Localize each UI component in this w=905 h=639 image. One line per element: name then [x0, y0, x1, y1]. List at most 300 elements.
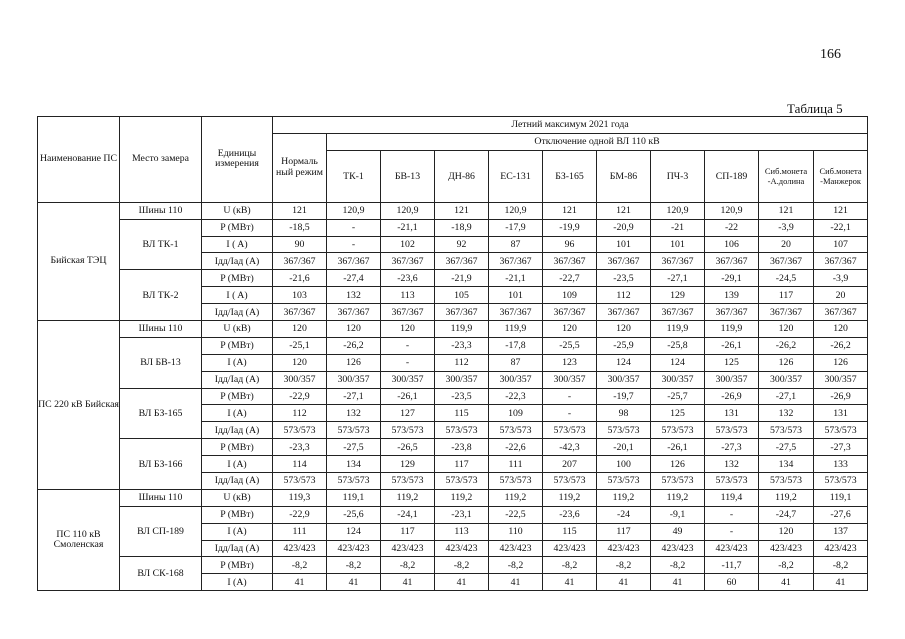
value-cell: 101	[651, 236, 705, 253]
value-cell: -29,1	[705, 270, 759, 287]
value-cell: -3,9	[814, 270, 868, 287]
value-cell: 119,2	[651, 489, 705, 506]
value-cell: -25,5	[543, 337, 597, 354]
value-cell: -	[381, 354, 435, 371]
value-cell: 119,4	[705, 489, 759, 506]
value-cell: -27,5	[759, 439, 814, 456]
value-cell: -	[705, 523, 759, 540]
value-cell: -	[543, 405, 597, 422]
value-cell: -26,9	[814, 388, 868, 405]
value-cell: 300/357	[814, 371, 868, 388]
value-cell: 41	[814, 574, 868, 591]
value-cell: 367/367	[489, 253, 543, 270]
header-outage: БВ-13	[381, 150, 435, 202]
value-cell: 41	[489, 574, 543, 591]
value-cell: -21,1	[381, 219, 435, 236]
value-cell: 367/367	[705, 304, 759, 321]
value-cell: 423/423	[381, 540, 435, 557]
value-cell: 132	[327, 405, 381, 422]
value-cell: -9,1	[651, 506, 705, 523]
value-cell: 115	[543, 523, 597, 540]
value-cell: 129	[381, 456, 435, 473]
unit-cell: U (кВ)	[202, 202, 273, 219]
unit-cell: Iдд/Iад (А)	[202, 422, 273, 439]
unit-cell: I (A)	[202, 523, 273, 540]
value-cell: 131	[705, 405, 759, 422]
unit-cell: Iдд/Iад (А)	[202, 473, 273, 490]
value-cell: 573/573	[759, 422, 814, 439]
value-cell: 367/367	[435, 304, 489, 321]
value-cell: 119,2	[597, 489, 651, 506]
value-cell: 101	[489, 287, 543, 304]
value-cell: -23,6	[543, 506, 597, 523]
value-cell: 98	[597, 405, 651, 422]
table-row	[38, 557, 868, 574]
value-cell: 119,9	[435, 321, 489, 338]
unit-cell: I ( A)	[202, 236, 273, 253]
value-cell: 120,9	[327, 202, 381, 219]
value-cell: -25,1	[273, 337, 327, 354]
value-cell: -26,2	[814, 337, 868, 354]
value-cell: -3,9	[759, 219, 814, 236]
value-cell: 573/573	[651, 422, 705, 439]
value-cell: -27,6	[814, 506, 868, 523]
value-cell: 300/357	[651, 371, 705, 388]
value-cell: 367/367	[814, 304, 868, 321]
value-cell: 300/357	[489, 371, 543, 388]
value-cell: 119,2	[759, 489, 814, 506]
value-cell: 41	[435, 574, 489, 591]
header-outage: ДН-86	[435, 150, 489, 202]
value-cell: 119,9	[705, 321, 759, 338]
value-cell: 573/573	[705, 422, 759, 439]
value-cell: 367/367	[327, 304, 381, 321]
header-substation: Наименование ПС	[38, 117, 120, 203]
header-location: Место замера	[120, 117, 202, 203]
location-cell: ВЛ БВ-13	[120, 337, 202, 388]
value-cell: 120	[273, 354, 327, 371]
value-cell: -27,1	[651, 270, 705, 287]
value-cell: 125	[705, 354, 759, 371]
value-cell: 109	[543, 287, 597, 304]
value-cell: 573/573	[381, 422, 435, 439]
value-cell: -22,7	[543, 270, 597, 287]
value-cell: 367/367	[597, 253, 651, 270]
value-cell: -22,9	[273, 388, 327, 405]
unit-cell: P (МВт)	[202, 219, 273, 236]
value-cell: 300/357	[597, 371, 651, 388]
value-cell: -	[327, 236, 381, 253]
value-cell: 126	[651, 456, 705, 473]
value-cell: 573/573	[543, 473, 597, 490]
value-cell: 100	[597, 456, 651, 473]
value-cell: -27,4	[327, 270, 381, 287]
value-cell: 300/357	[543, 371, 597, 388]
header-outage: СП-189	[705, 150, 759, 202]
value-cell: 90	[273, 236, 327, 253]
value-cell: -20,9	[597, 219, 651, 236]
value-cell: 103	[273, 287, 327, 304]
value-cell: 423/423	[759, 540, 814, 557]
value-cell: 573/573	[651, 473, 705, 490]
value-cell: 573/573	[489, 422, 543, 439]
location-cell: ВЛ ТК-1	[120, 219, 202, 270]
value-cell: -26,2	[327, 337, 381, 354]
value-cell: -8,2	[489, 557, 543, 574]
value-cell: 117	[759, 287, 814, 304]
value-cell: -22	[705, 219, 759, 236]
unit-cell: P (МВт)	[202, 506, 273, 523]
unit-cell: I (A)	[202, 405, 273, 422]
value-cell: 573/573	[543, 422, 597, 439]
header-period: Летний максимум 2021 года	[273, 117, 868, 134]
value-cell: -26,1	[705, 337, 759, 354]
value-cell: 41	[651, 574, 705, 591]
value-cell: -24,7	[759, 506, 814, 523]
value-cell: 120	[543, 321, 597, 338]
value-cell: -25,7	[651, 388, 705, 405]
value-cell: 423/423	[543, 540, 597, 557]
value-cell: 119,1	[814, 489, 868, 506]
value-cell: -20,1	[597, 439, 651, 456]
value-cell: 107	[814, 236, 868, 253]
value-cell: -8,2	[381, 557, 435, 574]
value-cell: 134	[327, 456, 381, 473]
value-cell: 113	[435, 523, 489, 540]
value-cell: -18,5	[273, 219, 327, 236]
value-cell: 120	[273, 321, 327, 338]
value-cell: 111	[273, 523, 327, 540]
value-cell: 127	[381, 405, 435, 422]
value-cell: -	[381, 337, 435, 354]
value-cell: 119,2	[543, 489, 597, 506]
value-cell: -23,3	[435, 337, 489, 354]
value-cell: 367/367	[273, 253, 327, 270]
unit-cell: I (A)	[202, 574, 273, 591]
location-cell: Шины 110	[120, 321, 202, 338]
value-cell: 92	[435, 236, 489, 253]
value-cell: -27,1	[759, 388, 814, 405]
value-cell: -25,9	[597, 337, 651, 354]
value-cell: 101	[597, 236, 651, 253]
value-cell: -26,5	[381, 439, 435, 456]
header-row-period	[38, 117, 868, 134]
value-cell: 120	[759, 321, 814, 338]
unit-cell: I (A)	[202, 456, 273, 473]
value-cell: 119,2	[435, 489, 489, 506]
value-cell: 112	[273, 405, 327, 422]
value-cell: 573/573	[705, 473, 759, 490]
value-cell: 423/423	[489, 540, 543, 557]
value-cell: 573/573	[435, 473, 489, 490]
value-cell: 120	[759, 523, 814, 540]
value-cell: 300/357	[435, 371, 489, 388]
value-cell: 573/573	[597, 422, 651, 439]
value-cell: 300/357	[759, 371, 814, 388]
value-cell: -8,2	[759, 557, 814, 574]
value-cell: 96	[543, 236, 597, 253]
value-cell: 117	[381, 523, 435, 540]
value-cell: 125	[651, 405, 705, 422]
value-cell: 120	[814, 321, 868, 338]
value-cell: 109	[489, 405, 543, 422]
location-cell: Шины 110	[120, 489, 202, 506]
value-cell: -27,5	[327, 439, 381, 456]
unit-cell: I ( A)	[202, 287, 273, 304]
value-cell: 126	[814, 354, 868, 371]
value-cell: -23,8	[435, 439, 489, 456]
value-cell: 121	[597, 202, 651, 219]
value-cell: 129	[651, 287, 705, 304]
table-row	[38, 270, 868, 287]
value-cell: 119,2	[381, 489, 435, 506]
value-cell: 124	[597, 354, 651, 371]
value-cell: 132	[327, 287, 381, 304]
value-cell: 367/367	[273, 304, 327, 321]
unit-cell: Iдд/Iад (А)	[202, 253, 273, 270]
unit-cell: Iдд/Iад (А)	[202, 304, 273, 321]
value-cell: -26,2	[759, 337, 814, 354]
unit-cell: P (МВт)	[202, 388, 273, 405]
value-cell: 573/573	[327, 473, 381, 490]
value-cell: -18,9	[435, 219, 489, 236]
value-cell: 20	[814, 287, 868, 304]
value-cell: -21,6	[273, 270, 327, 287]
header-outage-group: Отключение одной ВЛ 110 кВ	[327, 133, 868, 150]
value-cell: 41	[597, 574, 651, 591]
value-cell: 120	[381, 321, 435, 338]
value-cell: -8,2	[273, 557, 327, 574]
value-cell: -24,1	[381, 506, 435, 523]
value-cell: 367/367	[651, 304, 705, 321]
value-cell: -19,9	[543, 219, 597, 236]
substation-cell: Бийская ТЭЦ	[38, 202, 120, 320]
header-outage: ЕС-131	[489, 150, 543, 202]
value-cell: 117	[435, 456, 489, 473]
value-cell: 131	[814, 405, 868, 422]
value-cell: 41	[543, 574, 597, 591]
header-outage: БМ-86	[597, 150, 651, 202]
value-cell: 573/573	[327, 422, 381, 439]
value-cell: -27,3	[814, 439, 868, 456]
value-cell: -21	[651, 219, 705, 236]
location-cell: ВЛ СК-168	[120, 557, 202, 591]
value-cell: 87	[489, 236, 543, 253]
value-cell: -19,7	[597, 388, 651, 405]
location-cell: ВЛ ТК-2	[120, 270, 202, 321]
header-outage: ТК-1	[327, 150, 381, 202]
value-cell: 126	[759, 354, 814, 371]
value-cell: 132	[759, 405, 814, 422]
value-cell: -22,5	[489, 506, 543, 523]
value-cell: -	[543, 388, 597, 405]
unit-cell: P (МВт)	[202, 439, 273, 456]
value-cell: -8,2	[651, 557, 705, 574]
table-row	[38, 321, 868, 338]
value-cell: 120,9	[489, 202, 543, 219]
value-cell: 110	[489, 523, 543, 540]
value-cell: 573/573	[273, 473, 327, 490]
value-cell: -17,8	[489, 337, 543, 354]
table-row	[38, 388, 868, 405]
table-caption: Таблица 5	[787, 101, 843, 116]
value-cell: 120,9	[381, 202, 435, 219]
header-normal-mode: Нормаль ный режим	[273, 133, 327, 202]
value-cell: -23,1	[435, 506, 489, 523]
value-cell: 367/367	[705, 253, 759, 270]
table-row	[38, 337, 868, 354]
value-cell: -23,5	[435, 388, 489, 405]
value-cell: 105	[435, 287, 489, 304]
value-cell: 41	[327, 574, 381, 591]
unit-cell: U (кВ)	[202, 489, 273, 506]
value-cell: 41	[759, 574, 814, 591]
value-cell: -8,2	[435, 557, 489, 574]
value-cell: -	[327, 219, 381, 236]
value-cell: -23,6	[381, 270, 435, 287]
value-cell: 41	[273, 574, 327, 591]
value-cell: -21,9	[435, 270, 489, 287]
value-cell: 573/573	[489, 473, 543, 490]
value-cell: -21,1	[489, 270, 543, 287]
value-cell: 119,9	[489, 321, 543, 338]
value-cell: 49	[651, 523, 705, 540]
value-cell: 87	[489, 354, 543, 371]
value-cell: -17,9	[489, 219, 543, 236]
unit-cell: Iдд/Iад (А)	[202, 540, 273, 557]
value-cell: -23,5	[597, 270, 651, 287]
unit-cell: I (A)	[202, 354, 273, 371]
header-outage: БЗ-165	[543, 150, 597, 202]
value-cell: 423/423	[327, 540, 381, 557]
value-cell: 119,2	[489, 489, 543, 506]
value-cell: 423/423	[705, 540, 759, 557]
table-row	[38, 506, 868, 523]
value-cell: -26,9	[705, 388, 759, 405]
table-row	[38, 489, 868, 506]
value-cell: 137	[814, 523, 868, 540]
unit-cell: Iдд/Iад (А)	[202, 371, 273, 388]
value-cell: 112	[435, 354, 489, 371]
value-cell: 300/357	[381, 371, 435, 388]
location-cell: Шины 110	[120, 202, 202, 219]
value-cell: 423/423	[273, 540, 327, 557]
table-row	[38, 202, 868, 219]
value-cell: 423/423	[597, 540, 651, 557]
value-cell: 573/573	[814, 422, 868, 439]
value-cell: 573/573	[273, 422, 327, 439]
value-cell: 300/357	[273, 371, 327, 388]
value-cell: 113	[381, 287, 435, 304]
location-cell: ВЛ СП-189	[120, 506, 202, 557]
header-units: Единицы измерения	[202, 117, 273, 203]
value-cell: 573/573	[814, 473, 868, 490]
value-cell: 423/423	[814, 540, 868, 557]
value-cell: 367/367	[651, 253, 705, 270]
value-cell: 300/357	[705, 371, 759, 388]
value-cell: -23,3	[273, 439, 327, 456]
value-cell: 423/423	[435, 540, 489, 557]
value-cell: 573/573	[759, 473, 814, 490]
value-cell: 121	[814, 202, 868, 219]
value-cell: 121	[543, 202, 597, 219]
unit-cell: P (МВт)	[202, 557, 273, 574]
value-cell: 119,1	[327, 489, 381, 506]
value-cell: 132	[705, 456, 759, 473]
value-cell: -26,1	[381, 388, 435, 405]
value-cell: 367/367	[543, 253, 597, 270]
value-cell: 139	[705, 287, 759, 304]
value-cell: 573/573	[381, 473, 435, 490]
substation-cell: ПС 220 кВ Бийская	[38, 321, 120, 490]
value-cell: 367/367	[489, 304, 543, 321]
value-cell: 124	[327, 523, 381, 540]
header-outage: Сиб.монета -Манжерок	[814, 150, 868, 202]
header-outage: Сиб.монета -А.долина	[759, 150, 814, 202]
value-cell: 121	[435, 202, 489, 219]
table-row	[38, 439, 868, 456]
value-cell: 423/423	[651, 540, 705, 557]
value-cell: -25,8	[651, 337, 705, 354]
value-cell: 300/357	[327, 371, 381, 388]
page-number: 166	[820, 47, 841, 62]
value-cell: -42,3	[543, 439, 597, 456]
value-cell: -25,6	[327, 506, 381, 523]
value-cell: 60	[705, 574, 759, 591]
value-cell: -27,3	[705, 439, 759, 456]
value-cell: 367/367	[814, 253, 868, 270]
value-cell: -	[705, 506, 759, 523]
location-cell: ВЛ БЗ-165	[120, 388, 202, 439]
value-cell: 41	[381, 574, 435, 591]
header-outage: ПЧ-3	[651, 150, 705, 202]
value-cell: -26,1	[651, 439, 705, 456]
value-cell: 112	[597, 287, 651, 304]
value-cell: -8,2	[543, 557, 597, 574]
value-cell: 121	[273, 202, 327, 219]
value-cell: 20	[759, 236, 814, 253]
value-cell: 120,9	[651, 202, 705, 219]
value-cell: 367/367	[759, 253, 814, 270]
value-cell: 126	[327, 354, 381, 371]
value-cell: -8,2	[597, 557, 651, 574]
value-cell: 123	[543, 354, 597, 371]
value-cell: 115	[435, 405, 489, 422]
value-cell: 119,9	[651, 321, 705, 338]
value-cell: -24,5	[759, 270, 814, 287]
value-cell: 120,9	[705, 202, 759, 219]
unit-cell: U (кВ)	[202, 321, 273, 338]
value-cell: 121	[759, 202, 814, 219]
value-cell: -22,3	[489, 388, 543, 405]
value-cell: 114	[273, 456, 327, 473]
unit-cell: P (МВт)	[202, 337, 273, 354]
unit-cell: P (МВт)	[202, 270, 273, 287]
value-cell: -8,2	[327, 557, 381, 574]
value-cell: 106	[705, 236, 759, 253]
value-cell: 119,3	[273, 489, 327, 506]
value-cell: 134	[759, 456, 814, 473]
value-cell: 573/573	[435, 422, 489, 439]
value-cell: 120	[597, 321, 651, 338]
value-cell: 573/573	[597, 473, 651, 490]
value-cell: 133	[814, 456, 868, 473]
value-cell: 367/367	[543, 304, 597, 321]
value-cell: 111	[489, 456, 543, 473]
value-cell: -24	[597, 506, 651, 523]
value-cell: 117	[597, 523, 651, 540]
value-cell: 102	[381, 236, 435, 253]
